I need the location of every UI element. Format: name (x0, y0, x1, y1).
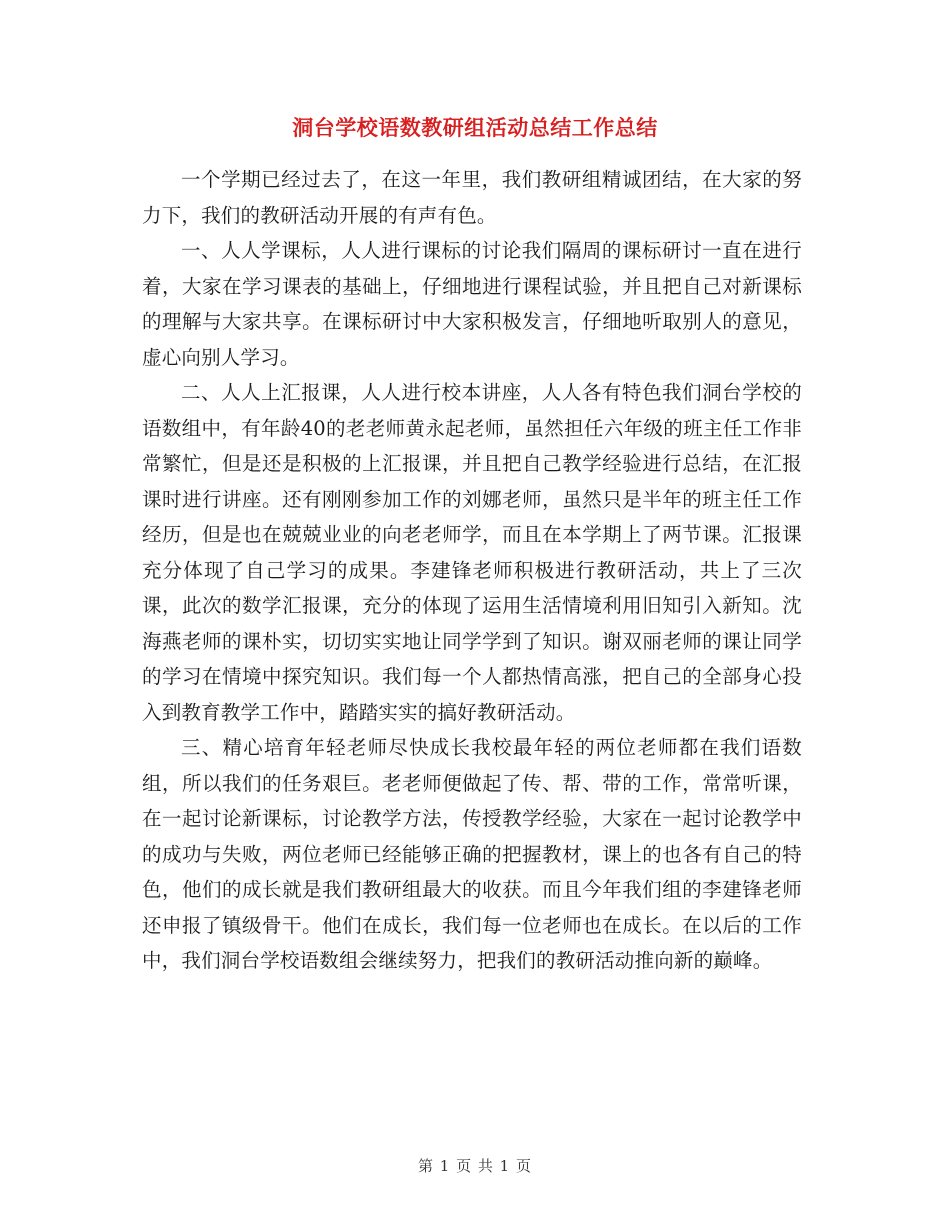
document-title: 洞台学校语数教研组活动总结工作总结 (292, 116, 658, 140)
paragraph-section-one: 一、人人学课标，人人进行课标的讨论我们隔周的课标研讨一直在进行着，大家在学习课表的基础上，仔细地进行课程试验，并且把自己对新课标的理解与大家共享。在课标研讨中大家积极发言，仔细地听取别人的意见，虚心向别人学习。 (142, 239, 802, 369)
document-body (142, 162, 802, 979)
paragraph-intro: 一个学期已经过去了，在这一年里，我们教研组精诚团结，在大家的努力下，我们的教研活动开展的有声有色。 (142, 168, 802, 227)
paragraph-section-two: 二、人人上汇报课，人人进行校本讲座，人人各有特色我们洞台学校的语数组中，有年龄40的老老师黄永起老师，虽然担任六年级的班主任工作非常繁忙，但是还是积极的上汇报课，并且把自己教学经验进行总结，在汇报课时进行讲座。还有刚刚参加工作的刘娜老师，虽然只是半年的班主任工作经历，但是也在兢兢业业的向老老师学，而且在本学期上了两节课。汇报课充分体现了自己学习的成果。李建锋老师积极进行教研活动，共上了三次课，此次的数学汇报课，充分的体现了运用生活情境利用旧知引入新知。沈海燕老师的课朴实，切切实实地让同学学到了知识。谢双丽老师的课让同学的学习在情境中探究知识。我们每一个人都热情高涨，把自己的全部身心投入到教育教学工作中，踏踏实实的搞好教研活动。 (142, 381, 802, 724)
page-number-footer: 第 1 页 共 1 页 (418, 1157, 532, 1175)
paragraph-section-three: 三、精心培育年轻老师尽快成长我校最年轻的两位老师都在我们语数组，所以我们的任务艰巨。老老师便做起了传、帮、带的工作，常常听课，在一起讨论新课标，讨论教学方法，传授教学经验，大家在一起讨论教学中的成功与失败，两位老师已经能够正确的把握教材，课上的也各有自己的特色，他们的成长就是我们教研组最大的收获。而且今年我们组的李建锋老师还申报了镇级骨干。他们在成长，我们每一位老师也在成长。在以后的工作中，我们洞台学校语数组会继续努力，把我们的教研活动推向新的巅峰。 (142, 736, 802, 972)
